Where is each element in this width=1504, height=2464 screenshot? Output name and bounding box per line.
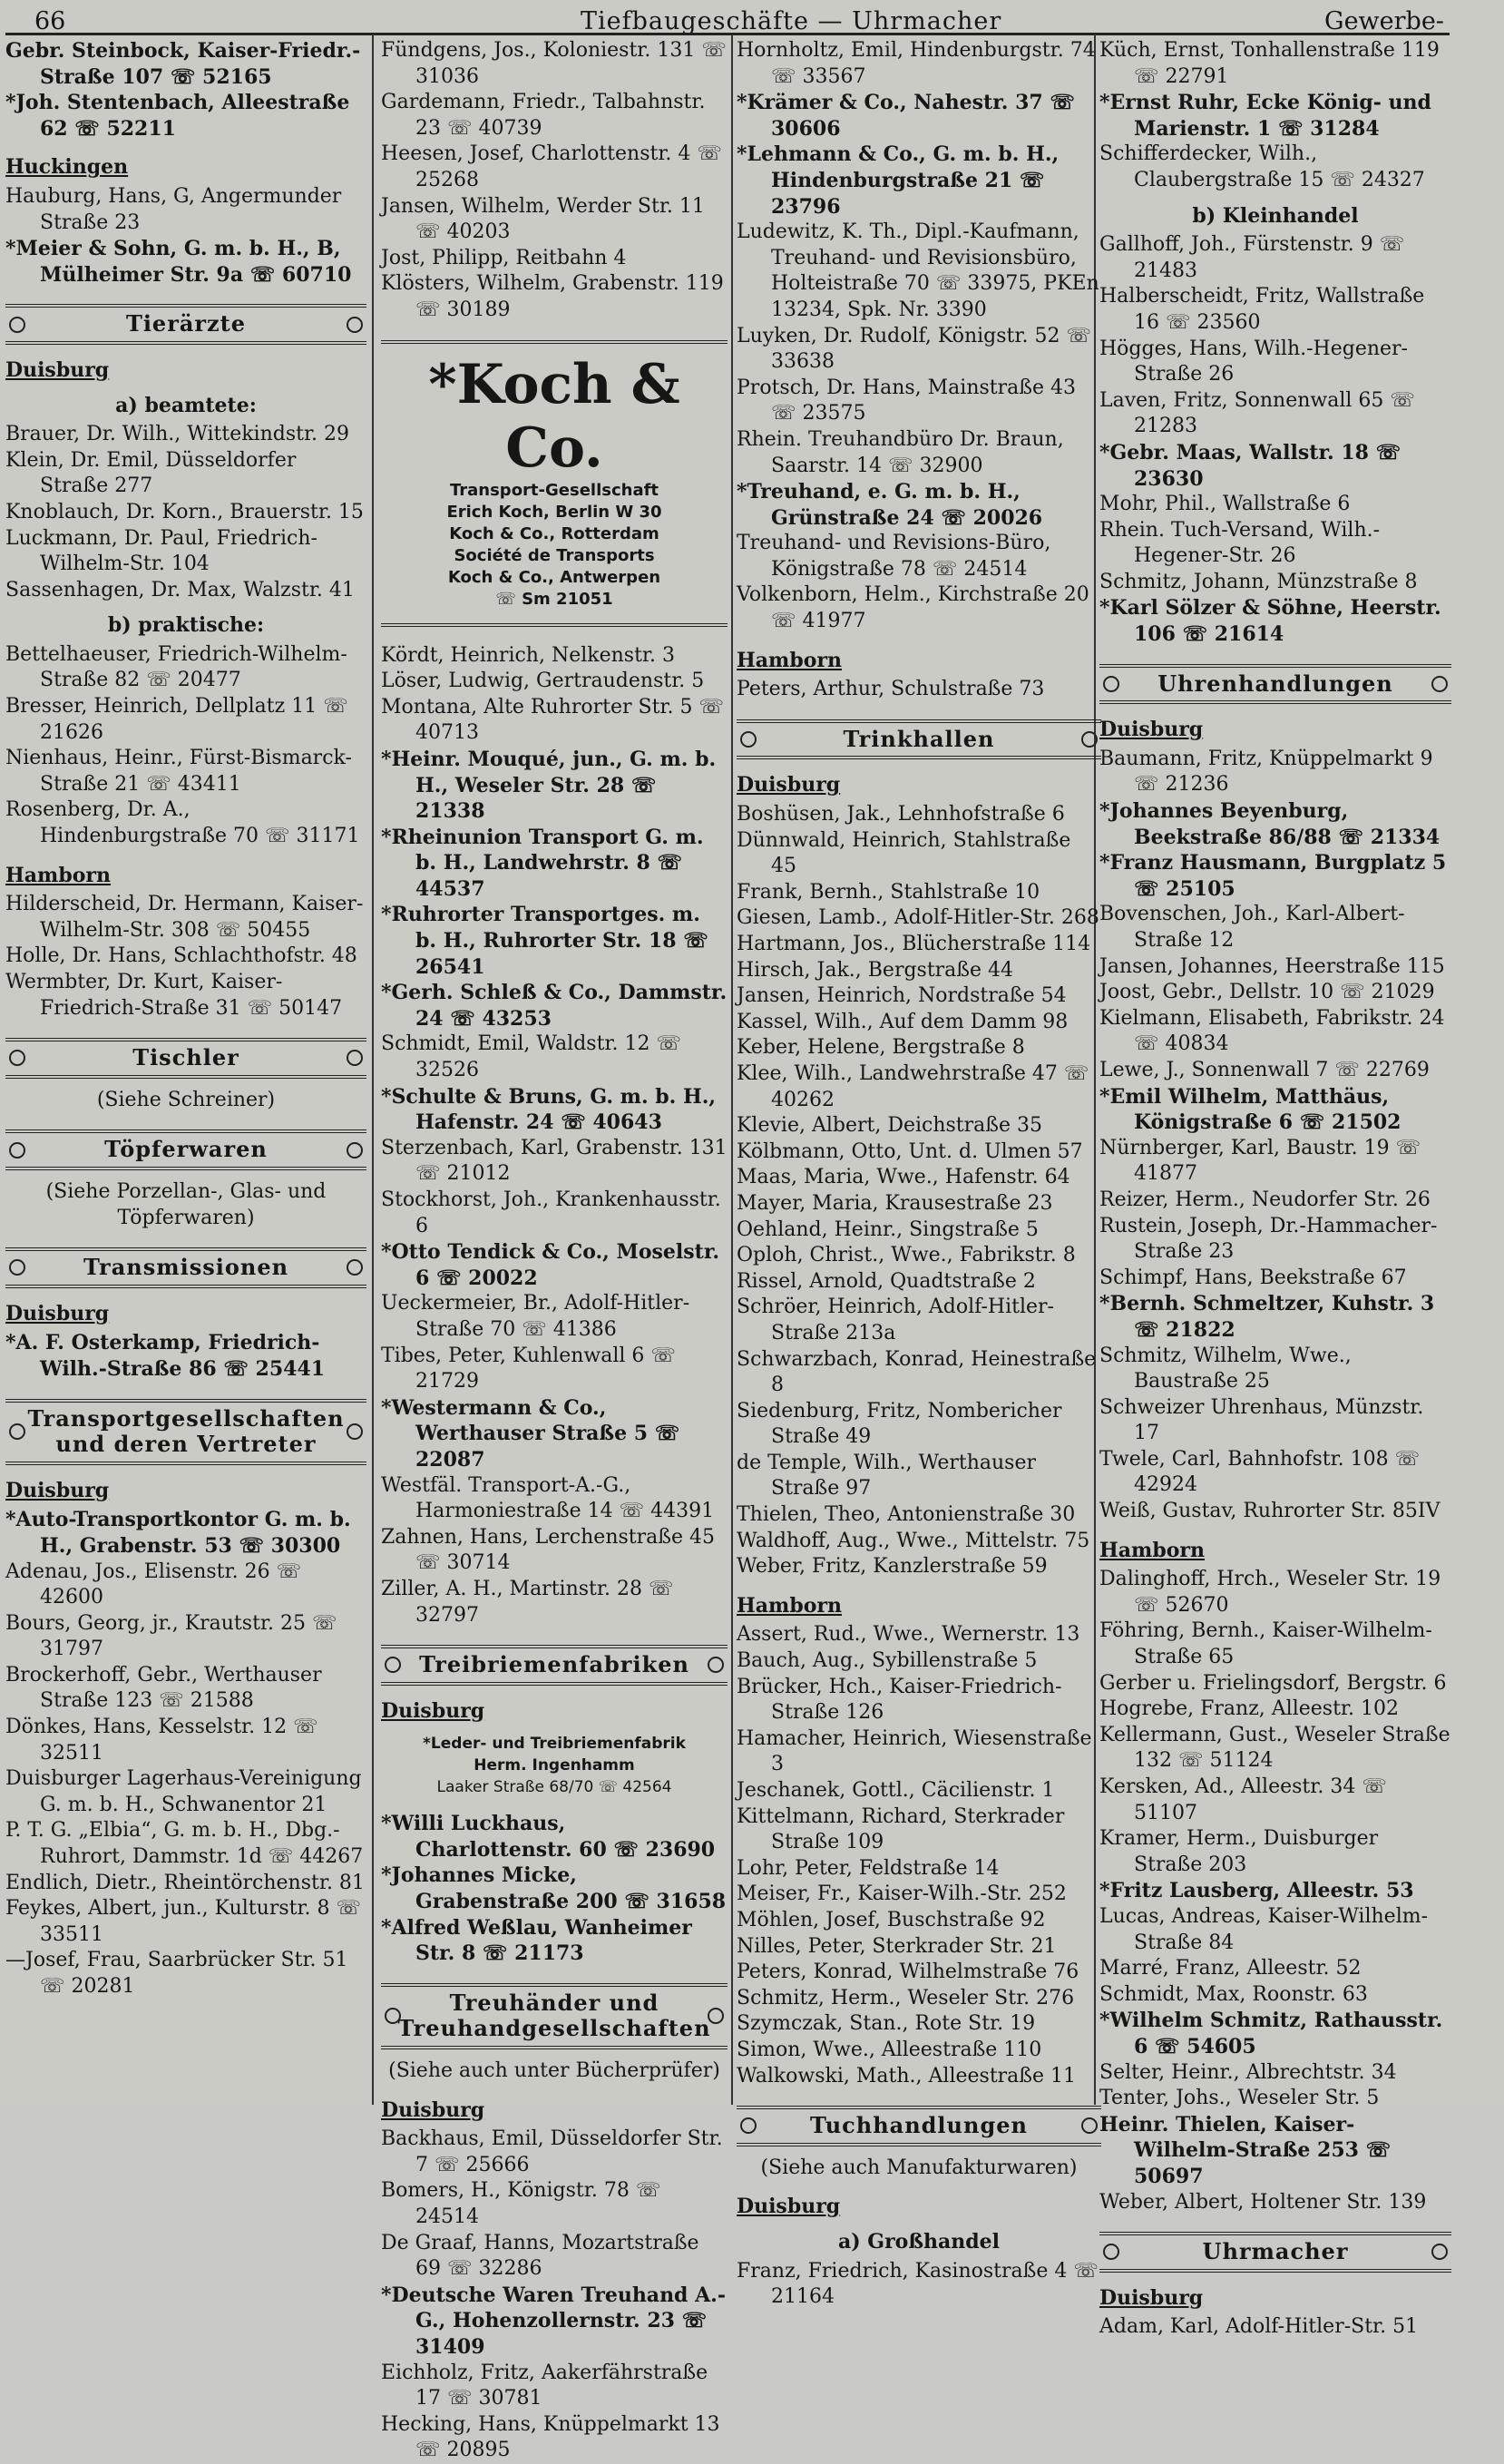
entry-list <box>737 38 1101 635</box>
city-heading: Duisburg <box>1099 2285 1204 2310</box>
directory-entry: Hirsch, Jak., Bergstraße 44 <box>737 958 1014 982</box>
directory-entry: —Josef, Frau, Saarbrücker Str. 51 ☏ 20281 <box>5 1949 348 1998</box>
directory-entry: Hilderscheid, Dr. Hermann, Kaiser-Wilhelm-Str. 308 ☏ 50455 <box>5 893 364 942</box>
directory-entry: Kassel, Wilh., Auf dem Damm 98 <box>737 1010 1069 1033</box>
directory-entry: Dalinghoff, Hrch., Weseler Str. 19 ☏ 52670 <box>1099 1568 1441 1617</box>
directory-entry: Nürnberger, Karl, Baustr. 19 ☏ 41877 <box>1099 1136 1421 1186</box>
ornament-icon <box>9 1142 25 1159</box>
ad-line: Société de Transports <box>454 545 655 565</box>
directory-entry: *Deutsche Waren Treuhand A.-G., Hohenzollernstr. 23 ☏ 31409 <box>381 2283 726 2359</box>
directory-entry: Heesen, Josef, Charlottenstr. 4 ☏ 25268 <box>381 142 722 191</box>
entry-list <box>5 422 366 603</box>
section-heading <box>381 1645 728 1686</box>
directory-entry: *Willi Luckhaus, Charlottenstr. 60 ☏ 23690 <box>381 1812 716 1862</box>
directory-entry: *Schulte & Bruns, G. m. b. H., Hafenstr. 24 ☏ 40643 <box>381 1084 717 1135</box>
entry-list <box>5 1507 366 2000</box>
directory-entry: *Lehmann & Co., G. m. b. H., Hindenburgstraße 21 ☏ 23796 <box>737 142 1060 219</box>
ornament-icon <box>708 1657 724 1673</box>
directory-entry: Bettelhaeuser, Friedrich-Wilhelm-Straße 82 ☏ 20477 <box>5 642 347 692</box>
directory-entry: Schmitz, Herm., Weseler Str. 276 <box>737 1986 1075 2009</box>
directory-entry: Luckmann, Dr. Paul, Friedrich-Wilhelm-Str. 104 <box>5 526 317 576</box>
directory-entry: Sassenhagen, Dr. Max, Walzstr. 41 <box>5 578 355 601</box>
cross-reference: (Siehe auch Manufakturwaren) <box>760 2156 1078 2179</box>
directory-entry: Schwarzbach, Konrad, Heinestraße 8 <box>737 1347 1097 1397</box>
directory-entry: Volkenborn, Helm., Kirchstraße 20 ☏ 41977 <box>737 583 1089 633</box>
column-2 <box>381 38 728 2464</box>
ornament-icon <box>9 317 25 333</box>
directory-entry: Treuhand- und Revisions-Büro, Königstraße 78 ☏ 24514 <box>737 532 1051 581</box>
ornament-icon <box>1431 2244 1448 2260</box>
directory-entry: Schmidt, Max, Roonstr. 63 <box>1099 1982 1368 2006</box>
section-heading <box>5 304 366 345</box>
city-heading: Duisburg <box>5 357 110 382</box>
city-heading: Duisburg <box>381 2097 485 2122</box>
directory-entry: Bours, Georg, jr., Krautstr. 25 ☏ 31797 <box>5 1611 337 1661</box>
cross-reference: (Siehe Schreiner) <box>96 1088 276 1111</box>
section-heading <box>5 1247 366 1288</box>
entry-list <box>5 184 366 288</box>
directory-entry: *Karl Sölzer & Söhne, Heerstr. 106 ☏ 21614 <box>1099 596 1441 647</box>
directory-entry: Rhein. Tuch-Versand, Wilh.-Hegener-Str. 26 <box>1099 518 1381 568</box>
directory-entry: Wermbter, Dr. Kurt, Kaiser-Friedrich-Straße 31 ☏ 50147 <box>5 971 343 1020</box>
ad-phone: ☏ Sm 21051 <box>495 589 613 609</box>
directory-entry: Schmidt, Emil, Waldstr. 12 ☏ 32526 <box>381 1032 681 1082</box>
subheading: a) Großhandel <box>837 2229 1001 2254</box>
entry-list <box>381 2127 728 2464</box>
section-title: Transportgesellschaften und deren Vertreter <box>27 1404 345 1458</box>
section-title: Tischler <box>132 1044 239 1071</box>
ornament-icon <box>347 1142 363 1159</box>
section-heading <box>1099 2232 1451 2273</box>
ornament-icon <box>708 2008 724 2024</box>
section-heading <box>381 1983 728 2049</box>
directory-entry: Thielen, Theo, Antonienstraße 30 <box>737 1503 1076 1527</box>
directory-entry: Marré, Franz, Alleestr. 52 <box>1099 1957 1362 1980</box>
directory-entry: *Ernst Ruhr, Ecke König- und Marienstr. 1 ☏ 31284 <box>1099 91 1431 141</box>
directory-entry: Boshüsen, Jak., Lehnhofstraße 6 <box>737 803 1065 826</box>
directory-entry: Tibes, Peter, Kuhlenwall 6 ☏ 21729 <box>381 1344 676 1393</box>
directory-entry: Högges, Hans, Wilh.-Hegener-Straße 26 <box>1099 337 1408 386</box>
directory-entry: Schweizer Uhrenhaus, Münzstr. 17 <box>1099 1395 1424 1445</box>
directory-entry: *Johannes Beyenburg, Beekstraße 86/88 ☏ 21334 <box>1099 799 1441 849</box>
directory-entry: *Gebr. Maas, Wallstr. 18 ☏ 23630 <box>1099 440 1401 491</box>
directory-entry: Hamacher, Heinrich, Wiesenstraße 3 <box>737 1726 1092 1776</box>
directory-entry: Westfäl. Transport-A.-G., Harmoniestraße 14 ☏ 44391 <box>381 1473 715 1523</box>
entry-list <box>5 38 366 142</box>
directory-entry: Schmitz, Johann, Münzstraße 8 <box>1099 570 1418 593</box>
directory-entry: Brücker, Hch., Kaiser-Friedrich-Straße 126 <box>737 1675 1062 1725</box>
column-4 <box>1099 38 1451 2341</box>
entry-list <box>1099 232 1451 648</box>
ornament-icon <box>347 1259 363 1276</box>
directory-entry: Rissel, Arnold, Quadtstraße 2 <box>737 1269 1036 1293</box>
entry-list <box>1099 1567 1451 2215</box>
directory-entry: Gallhoff, Joh., Fürstenstr. 9 ☏ 21483 <box>1099 233 1405 282</box>
directory-entry: Frank, Bernh., Stahlstraße 10 <box>737 880 1040 904</box>
directory-entry: Bresser, Heinrich, Dellplatz 11 ☏ 21626 <box>5 695 348 744</box>
city-heading: Duisburg <box>381 1698 485 1723</box>
section-title: Transmissionen <box>83 1254 289 1281</box>
directory-entry: De Graaf, Hanns, Mozartstraße 69 ☏ 32286 <box>381 2231 699 2281</box>
entry-list <box>737 677 1101 703</box>
cross-reference: (Siehe Porzellan-, Glas- und Töpferwaren) <box>45 1179 327 1229</box>
ornament-icon <box>740 731 757 748</box>
directory-entry: Kersken, Ad., Alleestr. 34 ☏ 51107 <box>1099 1775 1387 1824</box>
directory-entry: Eichholz, Fritz, Aakerfährstraße 17 ☏ 30781 <box>381 2361 708 2410</box>
directory-entry: Kördt, Heinrich, Nelkenstr. 3 <box>381 643 675 667</box>
directory-entry: Walkowski, Math., Alleestraße 11 <box>737 2064 1076 2088</box>
directory-entry: Duisburger Lagerhaus-Vereinigung G. m. b. H., Schwanentor 21 <box>5 1767 362 1816</box>
directory-entry: Hornholtz, Emil, Hindenburgstr. 74 ☏ 33567 <box>737 39 1096 88</box>
entry-list <box>737 1622 1101 2089</box>
ad-line: Koch & Co., Antwerpen <box>447 567 661 587</box>
directory-entry: Dünnwald, Heinrich, Stahlstraße 45 <box>737 828 1071 878</box>
directory-entry: Hogrebe, Franz, Alleestr. 102 <box>1099 1697 1399 1721</box>
section-heading <box>5 1129 366 1170</box>
directory-entry: Feykes, Albert, jun., Kulturstr. 8 ☏ 33511 <box>5 1897 362 1946</box>
directory-entry: Möhlen, Josef, Buschstraße 92 <box>737 1908 1046 1931</box>
column-divider <box>731 34 733 2105</box>
section-heading <box>737 719 1101 760</box>
directory-entry: Oploh, Christ., Wwe., Fabrikstr. 8 <box>737 1244 1076 1267</box>
directory-entry: Meiser, Fr., Kaiser-Wilh.-Str. 252 <box>737 1882 1067 1906</box>
directory-entry: Backhaus, Emil, Düsseldorfer Str. 7 ☏ 25666 <box>381 2127 723 2176</box>
directory-entry: Zahnen, Hans, Lerchenstraße 45 ☏ 30714 <box>381 1525 715 1575</box>
directory-entry: Keber, Helene, Bergstraße 8 <box>737 1036 1025 1060</box>
directory-entry: Selter, Heinr., Albrechtstr. 34 <box>1099 2060 1397 2084</box>
column-1 <box>5 38 366 2000</box>
section-title: Tuchhandlungen <box>810 2112 1028 2139</box>
directory-entry: Endlich, Dietr., Rheintörchenstr. 81 <box>5 1871 365 1894</box>
directory-entry: Laven, Fritz, Sonnenwall 65 ☏ 21283 <box>1099 388 1415 438</box>
directory-entry: Kellermann, Gust., Weseler Straße 132 ☏ 51124 <box>1099 1723 1450 1773</box>
directory-entry: *Alfred Weßlau, Wanheimer Str. 8 ☏ 21173 <box>381 1915 692 1966</box>
city-heading: Duisburg <box>5 1478 110 1502</box>
directory-entry: *Otto Tendick & Co., Moselstr. 6 ☏ 20022 <box>381 1240 720 1290</box>
directory-entry: Brauer, Dr. Wilh., Wittekindstr. 29 <box>5 423 350 446</box>
directory-entry: Ziller, A. H., Martinstr. 28 ☏ 32797 <box>381 1577 674 1627</box>
directory-entry: Schröer, Heinrich, Adolf-Hitler-Straße 213a <box>737 1296 1054 1344</box>
directory-entry: Klevie, Albert, Deichstraße 35 <box>737 1114 1042 1138</box>
directory-entry: *Fritz Lausberg, Alleestr. 53 <box>1099 1879 1414 1903</box>
directory-entry: *Ruhrorter Transportges. m. b. H., Ruhrorter Str. 18 ☏ 26541 <box>381 903 708 979</box>
directory-entry: Klösters, Wilhelm, Grabenstr. 119 ☏ 30189 <box>381 272 724 321</box>
directory-entry: Dönkes, Hans, Kesselstr. 12 ☏ 32511 <box>5 1716 318 1765</box>
city-heading: Duisburg <box>737 773 841 797</box>
directory-entry: Holle, Dr. Hans, Schlachthofstr. 48 <box>5 944 357 968</box>
directory-entry: Bovenschen, Joh., Karl-Albert-Straße 12 <box>1099 903 1405 952</box>
directory-entry: Weber, Fritz, Kanzlerstraße 59 <box>737 1555 1048 1579</box>
directory-entry: Hauburg, Hans, G, Angermunder Straße 23 <box>5 184 342 234</box>
directory-entry: Gardemann, Friedr., Talbahnstr. 23 ☏ 40739 <box>381 91 706 140</box>
ornament-icon <box>1081 2117 1098 2134</box>
directory-entry: Gebr. Steinbock, Kaiser-Friedr.-Straße 107 ☏ 52165 <box>5 39 361 89</box>
ornament-icon <box>347 317 363 333</box>
section-heading <box>737 2106 1101 2146</box>
entry-list <box>381 1811 728 1967</box>
directory-entry: Stockhorst, Joh., Krankenhausstr. 6 <box>381 1188 721 1237</box>
directory-entry: *Johannes Micke, Grabenstraße 200 ☏ 31658 <box>381 1863 727 1914</box>
directory-entry: Peters, Arthur, Schulstraße 73 <box>737 678 1045 701</box>
directory-entry: Waldhoff, Aug., Wwe., Mittelstr. 75 <box>737 1529 1090 1552</box>
entry-list <box>5 1330 366 1382</box>
directory-entry: *Bernh. Schmeltzer, Kuhstr. 3 ☏ 21822 <box>1099 1292 1435 1342</box>
directory-entry: P. T. G. „Elbia“, G. m. b. H., Dbg.-Ruhrort, Dammstr. 1d ☏ 44267 <box>5 1819 364 1869</box>
entry-list <box>381 643 728 1629</box>
ad-line: Koch & Co., Rotterdam <box>449 523 659 543</box>
section-title: Treibriemenfabriken <box>419 1651 689 1678</box>
section-title: Uhrmacher <box>1202 2238 1349 2265</box>
city-heading: Hamborn <box>1099 1538 1205 1562</box>
directory-entry: Lohr, Peter, Feldstraße 14 <box>737 1856 1000 1880</box>
directory-entry: Schifferdecker, Wilh., Claubergstraße 15 ☏ 24327 <box>1099 142 1425 191</box>
city-heading: Huckingen <box>5 155 129 180</box>
entry-list <box>1099 2314 1451 2341</box>
advertisement-ingenhamm <box>381 1733 728 1798</box>
directory-entry: *Gerh. Schleß & Co., Dammstr. 24 ☏ 43253 <box>381 981 728 1031</box>
directory-entry: Jost, Philipp, Reitbahn 4 <box>381 246 627 269</box>
directory-entry: Oehland, Heinr., Singstraße 5 <box>737 1217 1039 1241</box>
directory-entry: Gerber u. Frielingsdorf, Bergstr. 6 <box>1099 1671 1447 1695</box>
directory-entry: Adam, Karl, Adolf-Hitler-Str. 51 <box>1099 2315 1419 2339</box>
subheading: b) praktische: <box>107 613 265 638</box>
entry-list <box>737 2259 1101 2311</box>
directory-entry: Kramer, Herm., Duisburger Straße 203 <box>1099 1827 1379 1876</box>
directory-entry: Brockerhoff, Gebr., Werthauser Straße 123 ☏ 21588 <box>5 1663 322 1713</box>
directory-entry: *Heinr. Mouqué, jun., G. m. b. H., Weseler Str. 28 ☏ 21338 <box>381 747 717 824</box>
directory-entry: *A. F. Osterkamp, Friedrich-Wilh.-Straße 86 ☏ 25441 <box>5 1331 326 1381</box>
ornament-icon <box>9 1259 25 1276</box>
ornament-icon <box>1081 731 1098 748</box>
directory-entry: Löser, Ludwig, Gertraudenstr. 5 <box>381 670 705 693</box>
directory-entry: Luyken, Dr. Rudolf, Königstr. 52 ☏ 33638 <box>737 324 1091 374</box>
section-heading <box>5 1038 366 1079</box>
city-heading: Duisburg <box>1099 718 1204 742</box>
directory-entry: Montana, Alte Ruhrorter Str. 5 ☏ 40713 <box>381 695 724 745</box>
ornament-icon <box>385 1657 401 1673</box>
city-heading: Duisburg <box>737 2195 841 2219</box>
ad-line: Erich Koch, Berlin W 30 <box>446 502 662 522</box>
directory-entry: Hartmann, Jos., Blücherstraße 114 <box>737 933 1091 955</box>
column-3 <box>737 38 1101 2311</box>
section-title: Treuhänder und Treuhandgesellschaften <box>397 1989 711 2042</box>
directory-entry: Klein, Dr. Emil, Düsseldorfer Straße 277 <box>5 448 297 498</box>
entry-list <box>5 642 366 850</box>
directory-entry: *Rheinunion Transport G. m. b. H., Landwehrstr. 8 ☏ 44537 <box>381 825 704 901</box>
directory-entry: Lucas, Andreas, Kaiser-Wilhelm-Straße 84 <box>1099 1904 1429 1954</box>
directory-entry: Kittelmann, Richard, Sterkrader Straße 109 <box>737 1804 1065 1854</box>
directory-entry: Twele, Carl, Bahnhofstr. 108 ☏ 42924 <box>1099 1447 1421 1497</box>
directory-entry: Giesen, Lamb., Adolf-Hitler-Str. 268 <box>737 906 1099 930</box>
entry-list <box>5 892 366 1022</box>
ad-company-name: Herm. Ingenhamm <box>474 1756 635 1775</box>
directory-entry: Ueckermeier, Br., Adolf-Hitler-Straße 70 ☏ 41386 <box>381 1292 690 1341</box>
directory-entry: Adenau, Jos., Elisenstr. 26 ☏ 42600 <box>5 1560 302 1609</box>
directory-entry: Hecking, Hans, Knüppelmarkt 13 ☏ 20895 <box>381 2412 720 2462</box>
ornament-icon <box>1103 676 1119 692</box>
directory-entry: Kölbmann, Otto, Unt. d. Ulmen 57 <box>737 1139 1083 1163</box>
directory-entry: Siedenburg, Fritz, Nombericher Straße 49 <box>737 1399 1062 1449</box>
directory-entry: Jansen, Johannes, Heerstraße 115 <box>1099 954 1445 978</box>
entry-list <box>381 38 728 324</box>
section-title: Töpferwaren <box>104 1136 268 1163</box>
directory-entry: Bomers, H., Königstr. 78 ☏ 24514 <box>381 2179 661 2228</box>
column-divider <box>372 34 374 2105</box>
entry-list <box>1099 38 1451 194</box>
section-title: Tierärzte <box>125 310 247 337</box>
directory-entry: Franz, Friedrich, Kasinostraße 4 ☏ 21164 <box>737 2259 1099 2309</box>
directory-entry: Schimpf, Hans, Beekstraße 67 <box>1099 1266 1407 1289</box>
directory-entry: Maas, Maria, Wwe., Hafenstr. 64 <box>737 1166 1070 1189</box>
ad-company-name: *Koch & Co. <box>428 352 680 480</box>
directory-entry: Reizer, Herm., Neudorfer Str. 26 <box>1099 1188 1431 1211</box>
directory-entry: Schmitz, Wilhelm, Wwe., Baustraße 25 <box>1099 1344 1352 1393</box>
directory-entry: Weiß, Gustav, Ruhrorter Str. 85IV <box>1099 1500 1441 1523</box>
directory-entry: *Westermann & Co., Werthauser Straße 5 ☏ 22087 <box>381 1395 680 1472</box>
subheading: b) Kleinhandel <box>1192 203 1359 228</box>
header-rule <box>5 33 1450 35</box>
subheading: a) beamtete: <box>115 393 257 417</box>
ornament-icon <box>347 1050 363 1066</box>
directory-entry: Küch, Ernst, Tonhallenstraße 119 ☏ 22791 <box>1099 39 1440 88</box>
directory-entry: Simon, Wwe., Alleestraße 110 <box>737 2038 1042 2061</box>
directory-entry: Weber, Albert, Holtener Str. 139 <box>1099 2190 1427 2214</box>
directory-entry: Heinr. Thielen, Kaiser-Wilhelm-Straße 253 ☏ 50697 <box>1099 2112 1392 2188</box>
directory-entry: Halberscheidt, Fritz, Wallstraße 16 ☏ 23560 <box>1099 285 1425 334</box>
directory-entry: Mayer, Maria, Krausestraße 23 <box>737 1191 1053 1215</box>
directory-entry: Assert, Rud., Wwe., Wernerstr. 13 <box>737 1623 1080 1647</box>
section-heading <box>5 1399 366 1465</box>
directory-entry: *Treuhand, e. G. m. b. H., Grünstraße 24 ☏ 20026 <box>737 480 1043 530</box>
ornament-icon <box>1103 2244 1119 2260</box>
directory-entry: *Joh. Stentenbach, Alleestraße 62 ☏ 52211 <box>5 91 350 141</box>
advertisement-koch <box>381 340 728 627</box>
directory-entry: *Emil Wilhelm, Matthäus, Königstraße 6 ☏ 21502 <box>1099 1084 1401 1135</box>
directory-entry: Peters, Konrad, Wilhelmstraße 76 <box>737 1960 1079 1984</box>
directory-entry: Lewe, J., Sonnenwall 7 ☏ 22769 <box>1099 1058 1430 1081</box>
directory-entry: *Krämer & Co., Nahestr. 37 ☏ 30606 <box>737 91 1075 141</box>
page-number: 66 <box>34 7 66 35</box>
section-heading <box>1099 664 1451 705</box>
directory-entry: Protsch, Dr. Hans, Mainstraße 43 ☏ 23575 <box>737 376 1076 425</box>
entry-list <box>1099 747 1451 1525</box>
directory-entry: Nilles, Peter, Sterkrader Str. 21 <box>737 1934 1057 1958</box>
directory-entry: Baumann, Fritz, Knüppelmarkt 9 ☏ 21236 <box>1099 747 1433 797</box>
directory-entry: *Franz Hausmann, Burgplatz 5 ☏ 25105 <box>1099 851 1447 901</box>
city-heading: Duisburg <box>5 1301 110 1325</box>
ornament-icon <box>1431 676 1448 692</box>
ornament-icon <box>9 1423 25 1440</box>
entry-list <box>737 802 1101 1580</box>
directory-entry: Nienhaus, Heinr., Fürst-Bismarck-Straße 21 ☏ 43411 <box>5 747 352 796</box>
directory-entry: Klee, Wilh., Landwehrstraße 47 ☏ 40262 <box>737 1061 1089 1111</box>
section-title: Trinkhallen <box>843 725 995 752</box>
directory-entry: *Meier & Sohn, G. m. b. H., B, Mülheimer Str. 9a ☏ 60710 <box>5 237 352 287</box>
directory-entry: Rhein. Treuhandbüro Dr. Braun, Saarstr. 14 ☏ 32900 <box>737 427 1064 477</box>
ornament-icon <box>9 1050 25 1066</box>
directory-entry: Rosenberg, Dr. A., Hindenburgstraße 70 ☏ 31171 <box>5 798 360 848</box>
directory-entry: Szymczak, Stan., Rote Str. 19 <box>737 2012 1036 2036</box>
city-heading: Hamborn <box>737 648 842 672</box>
section-title: Uhrenhandlungen <box>1157 670 1393 697</box>
running-category: Gewerbe- <box>1324 7 1444 35</box>
directory-entry: Mohr, Phil., Wallstraße 6 <box>1099 493 1351 516</box>
directory-entry: Föhring, Bernh., Kaiser-Wilhelm-Straße 65 <box>1099 1619 1432 1669</box>
ad-line: *Leder- und Treibriemenfabrik <box>423 1735 686 1754</box>
city-heading: Hamborn <box>5 863 111 887</box>
ad-line: Transport-Gesellschaft <box>449 480 659 500</box>
ad-line: Laaker Straße 68/70 ☏ 42564 <box>436 1778 672 1797</box>
cross-reference: (Siehe auch unter Bücherprüfer) <box>388 2059 720 2083</box>
directory-entry: *Auto-Transportkontor G. m. b. H., Grabenstr. 53 ☏ 30300 <box>5 1508 351 1558</box>
ornament-icon <box>347 1423 363 1440</box>
directory-entry: Ludewitz, K. Th., Dipl.-Kaufmann, Treuhand- und Revisionsbüro, Holteistraße 70 ☏ 33975, PKEn 13234, Spk. Nr. 3390 <box>737 220 1099 321</box>
directory-entry: Fündgens, Jos., Koloniestr. 131 ☏ 31036 <box>381 39 727 88</box>
page-header <box>0 7 1504 33</box>
city-heading: Hamborn <box>737 1593 842 1618</box>
directory-entry: Sterzenbach, Karl, Grabenstr. 131 ☏ 21012 <box>381 1136 728 1186</box>
directory-entry: *Wilhelm Schmitz, Rathausstr. 6 ☏ 54605 <box>1099 2009 1443 2058</box>
ornament-icon <box>740 2117 757 2134</box>
directory-entry: Joost, Gebr., Dellstr. 10 ☏ 21029 <box>1099 981 1435 1004</box>
directory-entry: de Temple, Wilh., Werthauser Straße 97 <box>737 1451 1036 1501</box>
directory-entry: Kielmann, Elisabeth, Fabrikstr. 24 ☏ 40834 <box>1099 1006 1445 1056</box>
directory-entry: Jeschanek, Gottl., Cäcilienstr. 1 <box>737 1779 1055 1802</box>
directory-entry: Jansen, Heinrich, Nordstraße 54 <box>737 984 1067 1008</box>
running-title: Tiefbaugeschäfte — Uhrmacher <box>581 7 1002 35</box>
directory-entry: Rustein, Joseph, Dr.-Hammacher-Straße 23 <box>1099 1214 1438 1264</box>
directory-entry: Bauch, Aug., Sybillenstraße 5 <box>737 1649 1038 1673</box>
directory-entry: Knoblauch, Dr. Korn., Brauerstr. 15 <box>5 500 364 523</box>
directory-entry: Jansen, Wilhelm, Werder Str. 11 ☏ 40203 <box>381 194 705 244</box>
directory-entry: Tenter, Johs., Weseler Str. 5 <box>1099 2087 1380 2110</box>
